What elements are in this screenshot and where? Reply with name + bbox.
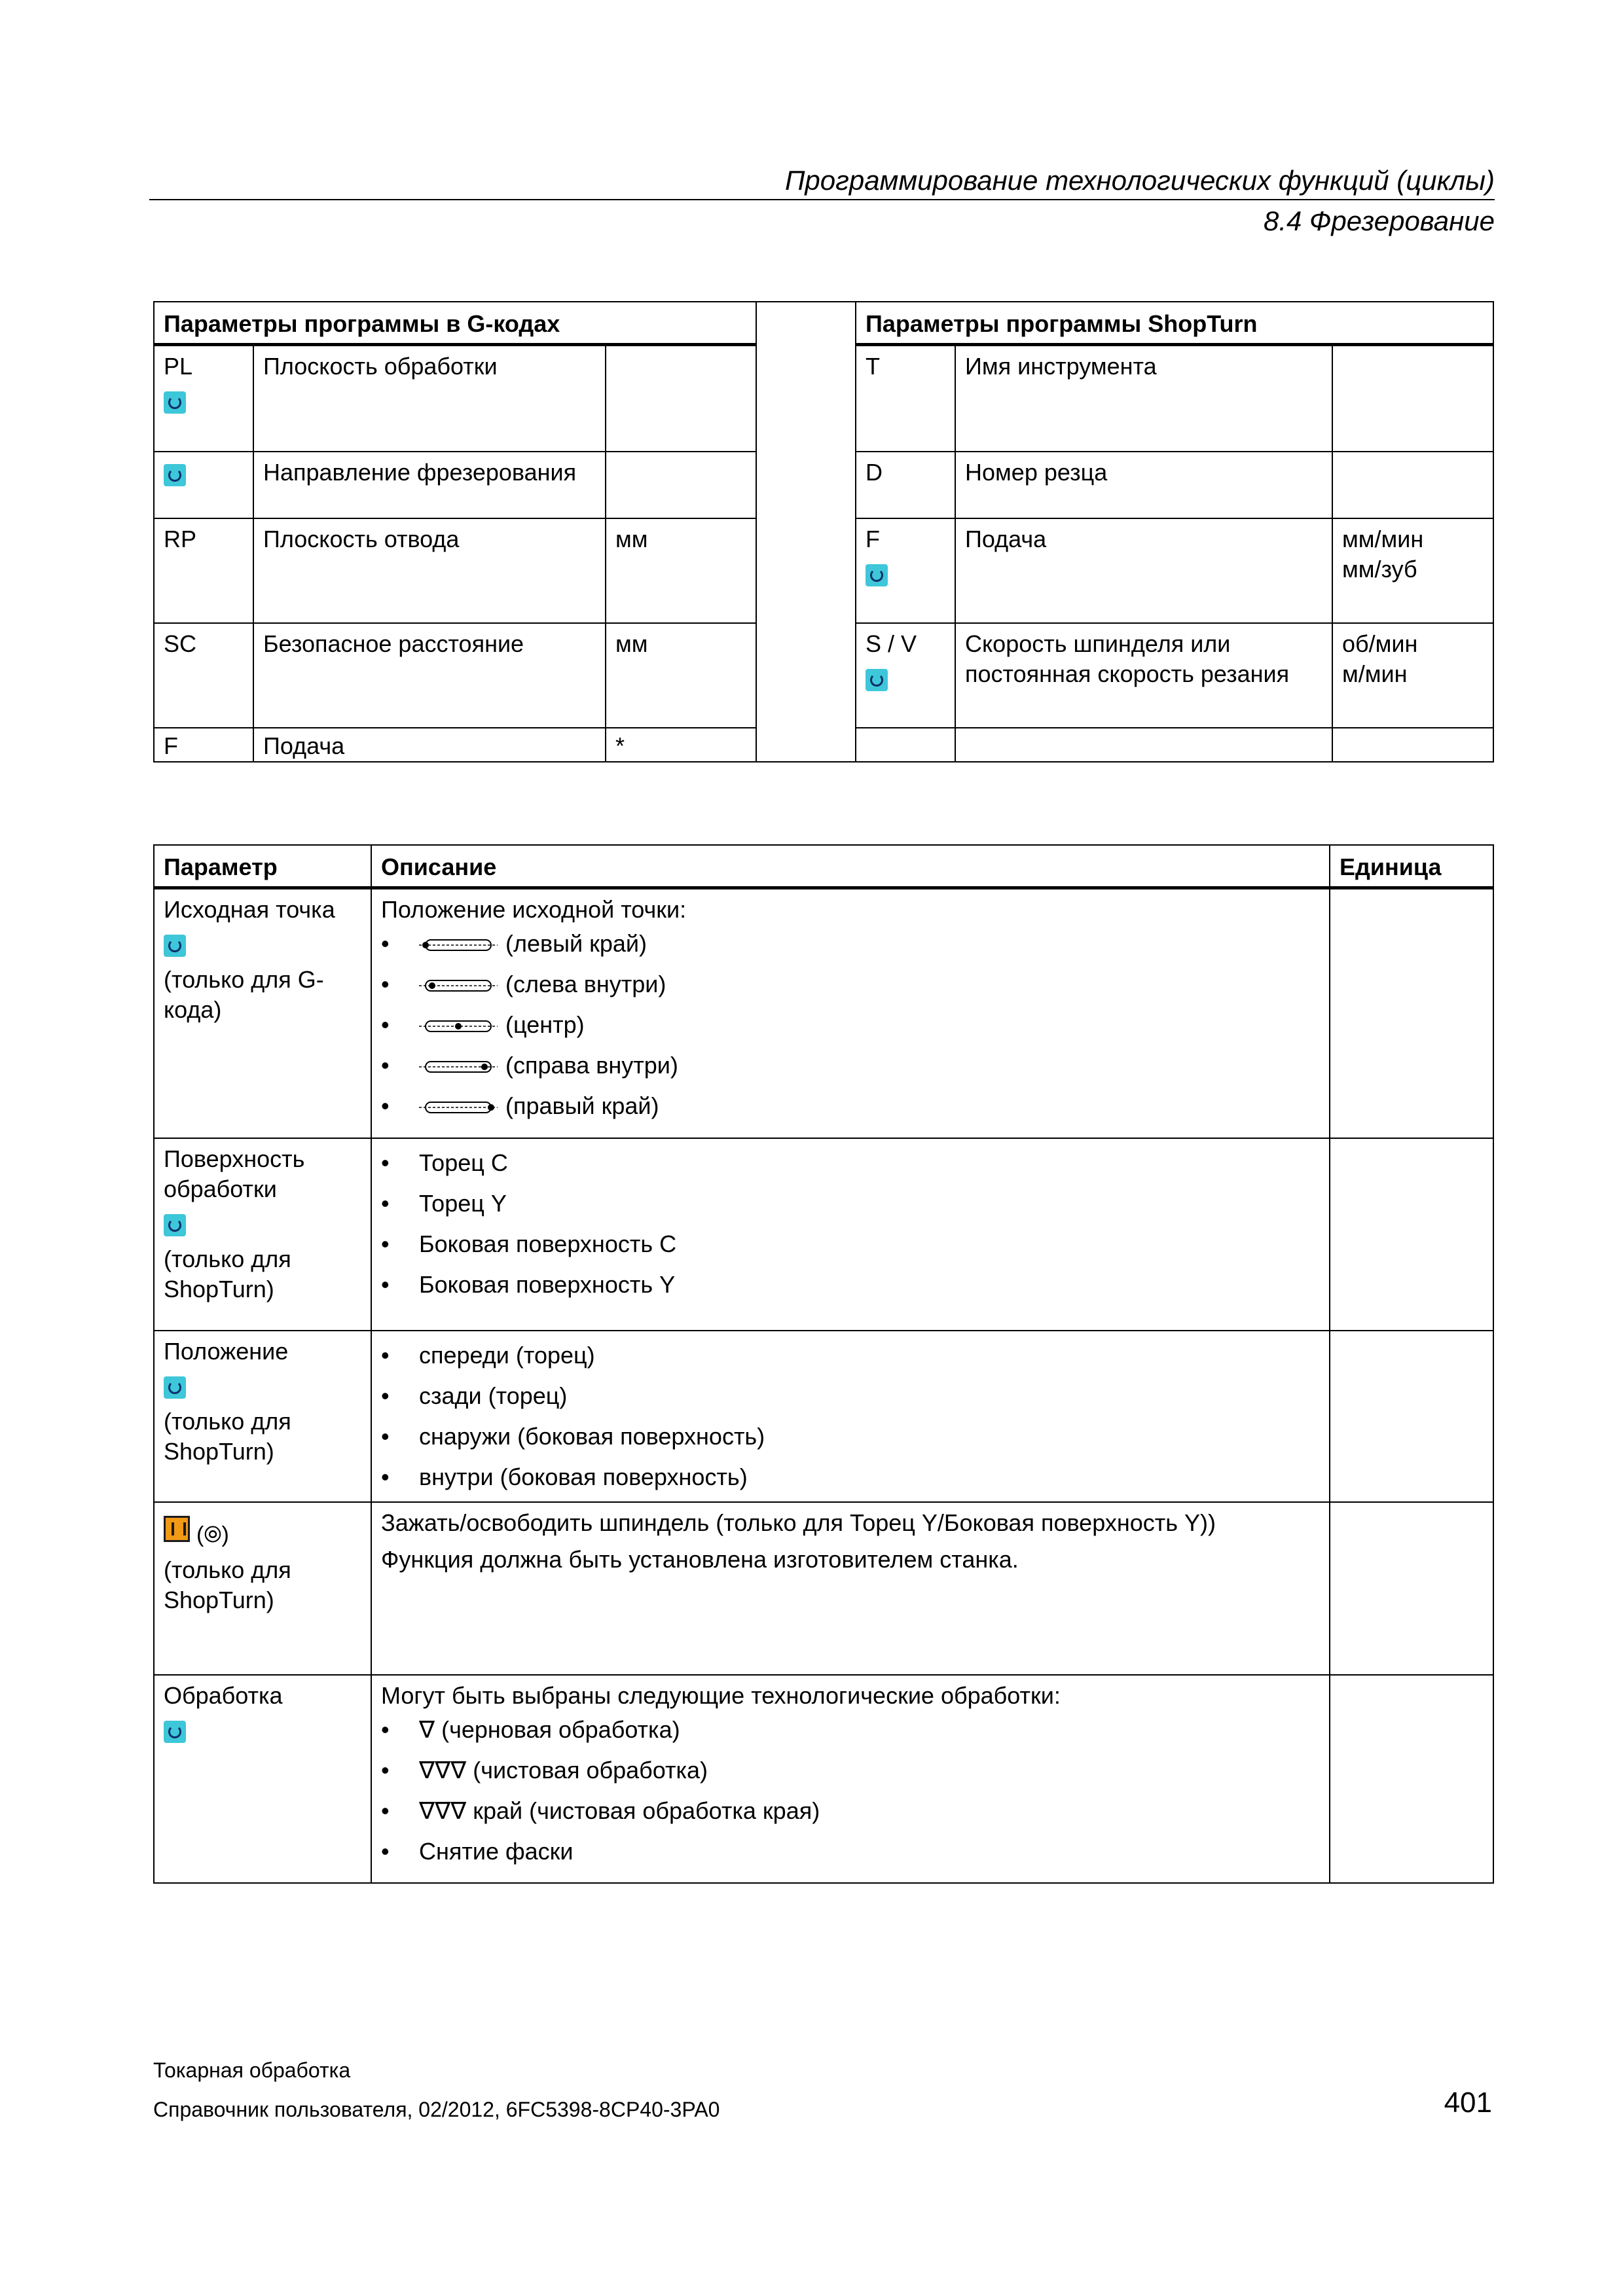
list-item: • спереди (торец) [381,1340,1320,1371]
unit-cell: * [606,728,756,762]
param-column-header: Параметр [154,845,371,888]
list-item: • внутри (боковая поверхность) [381,1462,1320,1492]
empty-cell [856,728,955,762]
cycle-toggle-icon[interactable] [164,464,186,486]
list-item: • Торец Y [381,1189,1320,1219]
cycle-toggle-icon[interactable] [164,1721,186,1743]
desc-cell: Безопасное расстояние [253,623,606,728]
list-item: • сзади (торец) [381,1381,1320,1411]
unit-cell [1330,1675,1493,1883]
list-item: • (левый край) [381,929,1320,959]
desc-cell: Положение исходной точки: • (левый край) • (слева внутри) • (центр) • (справа внутри) • (правый край) [371,888,1330,1138]
gcode-params-header: Параметры программы в G-кодах [154,302,756,345]
param-cell: SC [154,623,253,728]
param-cell: S / V [856,623,955,728]
reference-point-tool-icon [419,935,498,955]
shopturn-params-header: Параметры программы ShopTurn [856,302,1493,345]
cycle-toggle-icon[interactable] [164,1376,186,1399]
param-cell: D [856,452,955,518]
desc-cell: Имя инструмента [955,345,1332,452]
desc-cell: Направление фрезерования [253,452,606,518]
unit-column-header: Единица [1330,845,1493,888]
desc-cell: Плоскость обработки [253,345,606,452]
param-cell: RP [154,518,253,623]
running-header-title: Программирование технологических функций (циклы) [784,165,1495,196]
unit-cell [606,452,756,518]
unit-cell [606,345,756,452]
cycle-toggle-icon[interactable] [866,669,888,691]
unit-cell [1330,1331,1493,1502]
parameters-table-main [153,844,1494,1884]
footer-doc-info: Справочник пользователя, 02/2012, 6FC5398-8CP40-3PA0 [153,2098,720,2121]
list-item: • ∇ (черновая обработка) [381,1715,1320,1745]
param-cell: F [856,518,955,623]
desc-cell: Зажать/освободить шпиндель (только для Торец Y/Боковая поверхность Y)) Функция должна быть установлена изготовителем станка. [371,1502,1330,1675]
header-rule [149,199,1495,200]
param-cell: PL [154,345,253,452]
unit-cell [1332,452,1493,518]
list-item: • ∇∇∇ (чистовая обработка) [381,1755,1320,1785]
list-item: • Боковая поверхность Y [381,1270,1320,1300]
list-item: • Снятие фаски [381,1837,1320,1867]
param-cell: Положение (только для ShopTurn) [154,1331,371,1502]
list-item: • (правый край) [381,1091,1320,1121]
param-cell [154,452,253,518]
reference-point-tool-icon [419,1098,498,1117]
machining-type-list [381,1715,1320,1867]
unit-cell: мм [606,518,756,623]
desc-cell: Подача [955,518,1332,623]
desc-cell: Плоскость отвода [253,518,606,623]
reference-point-list [381,929,1320,1121]
desc-cell: Номер резца [955,452,1332,518]
unit-cell [1330,888,1493,1138]
desc-cell: Скорость шпинделя или постоянная скорость резания [955,623,1332,728]
list-item: • Боковая поверхность C [381,1229,1320,1259]
list-item: • ∇∇∇ край (чистовая обработка края) [381,1796,1320,1826]
desc-cell: Могут быть выбраны следующие технологические обработки: • ∇ (черновая обработка) • ∇∇∇ (чистовая обработка) • ∇∇∇ край (чистовая обработка края) • Снятие фаски [371,1675,1330,1883]
param-cell: Поверхность обработки (только для ShopTurn) [154,1138,371,1331]
spindle-clamp-icon[interactable] [164,1516,190,1542]
unit-cell [1330,1138,1493,1331]
unit-cell [1332,345,1493,452]
empty-cell [955,728,1332,762]
parameters-table-top [153,301,1494,762]
list-item: • (справа внутри) [381,1050,1320,1081]
param-cell: Обработка [154,1675,371,1883]
spacer-column [756,302,856,762]
cycle-toggle-icon[interactable] [164,935,186,957]
unit-cell [1330,1502,1493,1675]
machining-surface-list [381,1148,1320,1300]
desc-column-header: Описание [371,845,1330,888]
list-item: • снаружи (боковая поверхность) [381,1422,1320,1452]
reference-point-tool-icon [419,1057,498,1077]
param-cell: T [856,345,955,452]
param-cell: (⦾) (только для ShopTurn) [154,1502,371,1675]
unit-cell: об/мин м/мин [1332,623,1493,728]
empty-cell [1332,728,1493,762]
position-list [381,1340,1320,1492]
cycle-toggle-icon[interactable] [866,564,888,586]
reference-point-tool-icon [419,976,498,996]
list-item: • (центр) [381,1010,1320,1040]
unit-cell: мм [606,623,756,728]
desc-cell [371,1331,1330,1502]
cycle-toggle-icon[interactable] [164,1214,186,1236]
unit-cell: мм/мин мм/зуб [1332,518,1493,623]
clamp-symbol: (⦾) [196,1522,229,1547]
page-number: 401 [1444,2087,1492,2119]
cycle-toggle-icon[interactable] [164,391,186,414]
reference-point-tool-icon [419,1016,498,1036]
list-item: • Торец C [381,1148,1320,1178]
desc-cell: Подача [253,728,606,762]
running-header-section: 8.4 Фрезерование [1263,206,1495,236]
list-item: • (слева внутри) [381,969,1320,999]
desc-cell [371,1138,1330,1331]
param-cell: Исходная точка (только для G-кода) [154,888,371,1138]
footer-doc-title: Токарная обработка [153,2058,351,2082]
param-cell: F [154,728,253,762]
